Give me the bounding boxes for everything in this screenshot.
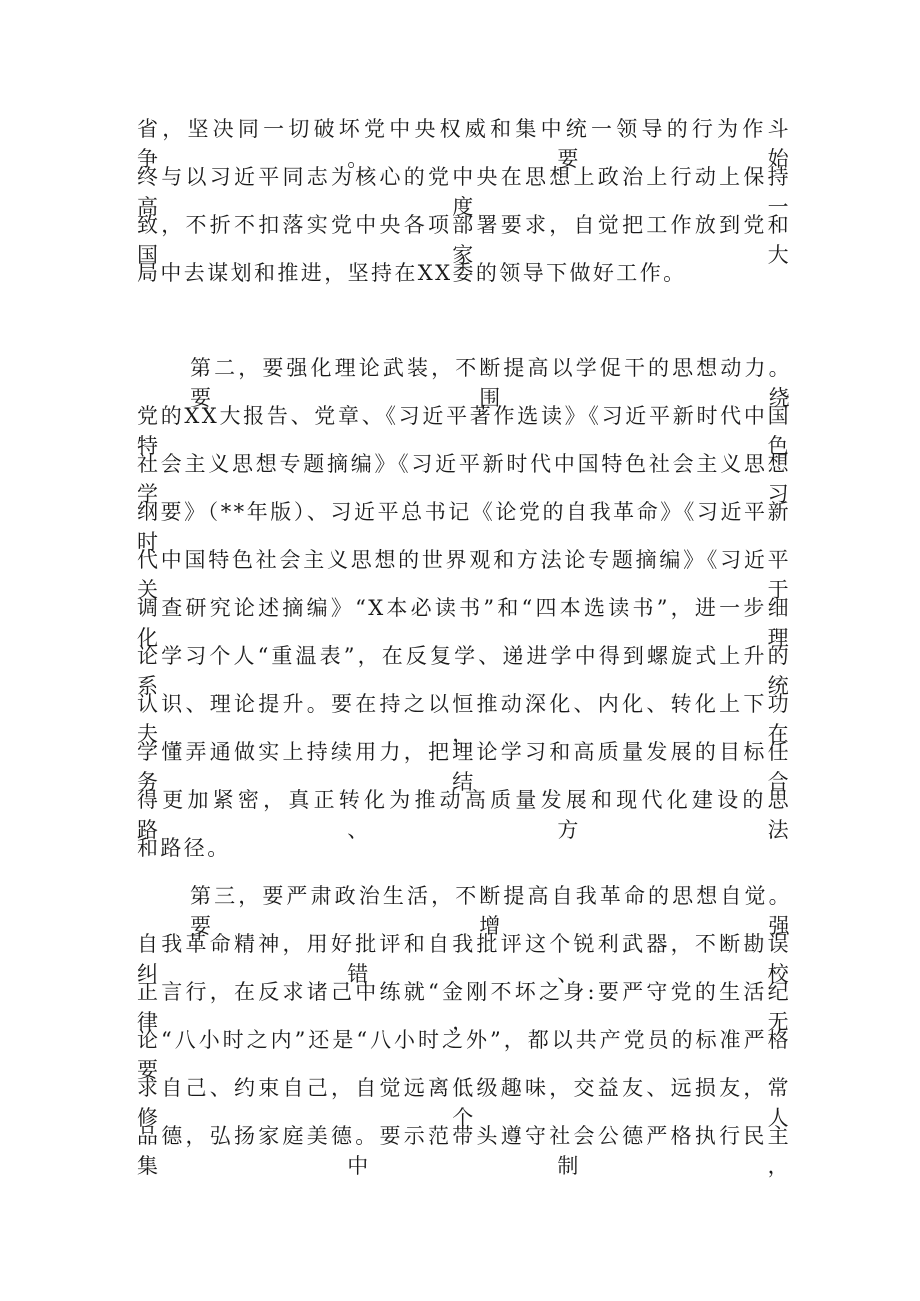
paragraph-line: 终与以习近平同志为核心的党中央在思想上政治上行动上保持高度一 — [137, 165, 791, 219]
paragraph-line: 得更加紧密，真正转化为推动高质量发展和现代化建设的思路、方法 — [137, 788, 791, 842]
paragraph-line: 论“八小时之内”还是“八小时之外”，都以共产党员的标准严格要 — [137, 1028, 791, 1082]
paragraph-line: 第三，要严肃政治生活，不断提高自我革命的思想自觉。要增强 — [190, 884, 792, 938]
paragraph-line: 品德，弘扬家庭美德。要示范带头遵守社会公德严格执行民主集中制， — [137, 1124, 791, 1178]
paragraph-line: 论学习个人“重温表”，在反复学、递进学中得到螺旋式上升的系统 — [137, 644, 791, 698]
paragraph-line: 局中去谋划和推进，坚持在XX委的领导下做好工作。 — [137, 261, 687, 285]
paragraph-line: 正言行，在反求诸己中练就“金刚不坏之身:要严守党的生活纪律，无 — [137, 980, 791, 1034]
paragraph-line: 代中国特色社会主义思想的世界观和方法论专题摘编》《习近平关于 — [137, 548, 791, 602]
paragraph-line: 和路径。 — [137, 836, 231, 860]
paragraph-line: 求自己、约束自己，自觉远离低级趣味，交益友、远损友，常修个人 — [137, 1076, 791, 1130]
paragraph-line: 调查研究论述摘编》“X本必读书”和“四本选读书”，进一步细化理 — [137, 596, 791, 650]
paragraph-line: 第二，要强化理论武装，不断提高以学促干的思想动力。要围绕 — [190, 356, 792, 410]
paragraph-line: 省，坚决同一切破坏党中央权威和集中统一领导的行为作斗争。要始 — [137, 117, 791, 171]
paragraph-line: 党的XX大报告、党章、《习近平著作选读》《习近平新时代中国特色 — [137, 404, 791, 458]
paragraph-line: 自我革命精神，用好批评和自我批评这个锐利武器，不断勘误纠错、校 — [137, 932, 791, 986]
paragraph-line: 纲要》（**年版）、习近平总书记《论党的自我革命》《习近平新时 — [137, 500, 791, 554]
paragraph-line: 认识、理论提升。要在持之以恒推动深化、内化、转化上下功夫，在 — [137, 692, 791, 746]
paragraph-line: 学懂弄通做实上持续用力，把理论学习和高质量发展的目标任务结合 — [137, 740, 791, 794]
paragraph-line: 社会主义思想专题摘编》《习近平新时代中国特色社会主义思想学习 — [137, 452, 791, 506]
paragraph-line: 致，不折不扣落实党中央各项部署要求，自觉把工作放到党和国家大 — [137, 213, 791, 267]
